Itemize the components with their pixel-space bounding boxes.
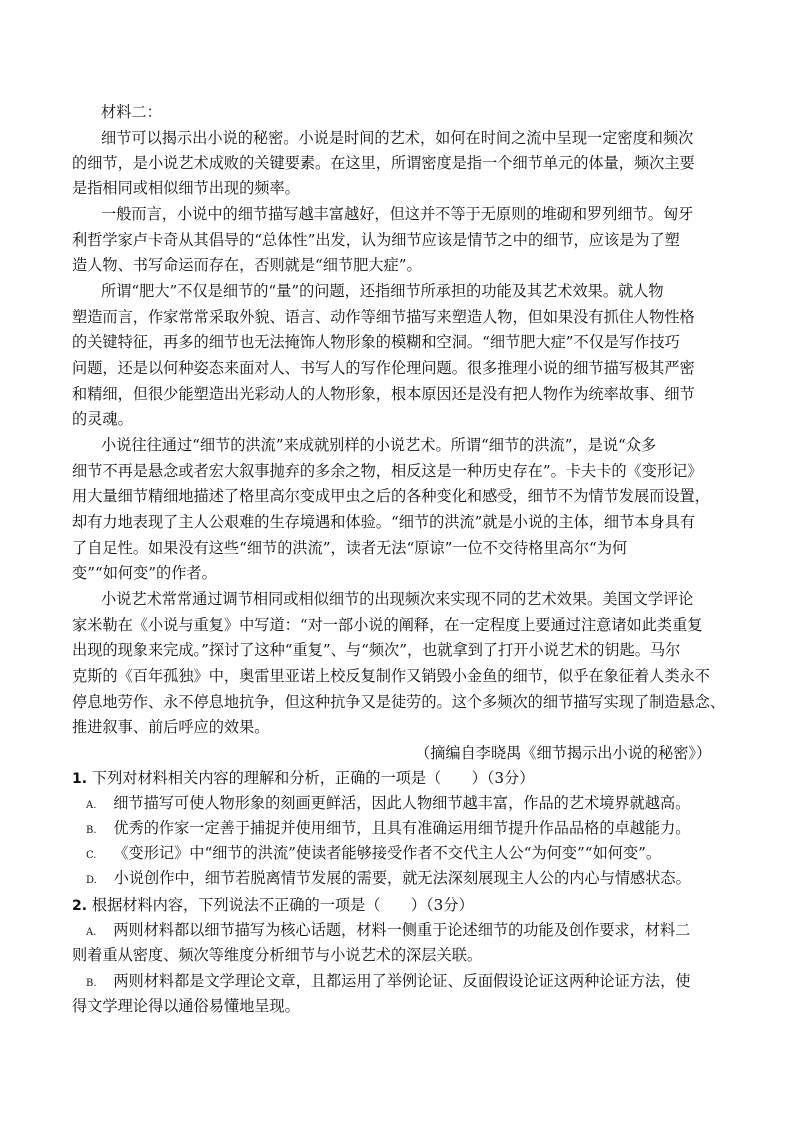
text-line: 造人物、书写命运而存在，否则就是“细节肥大症”。 xyxy=(72,256,422,274)
text-line: 的关键特征，再多的细节也无法掩饰人物形象的模糊和空洞。“细节肥大症”不仅是写作技巧 xyxy=(72,333,680,351)
text-line: 利哲学家卢卡奇从其倡导的“总体性”出发，认为细节应该是情节之中的细节，应该是为了塑 xyxy=(72,231,680,249)
question-2-option-a xyxy=(86,918,690,945)
text-line: 所谓“肥大”不仅是细节的“量”的问题，还指细节所承担的功能及其艺术效果。就人物 xyxy=(101,282,664,300)
question-number: 2. xyxy=(72,898,88,914)
option-letter: B. xyxy=(86,825,97,836)
question-2-option-b xyxy=(86,969,690,996)
section-heading: 材料二： xyxy=(101,103,162,121)
question-1-option-a xyxy=(86,791,690,818)
question-1-option-b xyxy=(86,816,690,843)
text-line: 小说艺术常常通过调节相同或相似细节的出现频次来实现不同的艺术效果。美国文学评论 xyxy=(101,590,694,608)
question-1-option-c xyxy=(86,841,661,868)
text-line: 细节可以揭示出小说的秘密。小说是时间的艺术，如何在时间之流中呈现一定密度和频次 xyxy=(101,129,694,147)
option-letter: D. xyxy=(86,875,97,886)
question-2-option-a-continued: 则着重从密度、频次等维度分析细节与小说艺术的深层关联。 xyxy=(72,946,483,964)
option-text: 两则材料都是文学理论文章，且都运用了举例论证、反面假设论证这两种论证方法，使 xyxy=(113,972,691,990)
option-letter: B. xyxy=(86,978,97,989)
text-line: 停息地劳作、永不停息地抗争，但这种抗争又是徒劳的。这个多频次的细节描写实现了制造悬念、 xyxy=(72,693,726,711)
source-citation: （摘编自李晓禺《细节揭示出小说的秘密》） xyxy=(415,744,712,762)
option-letter: A. xyxy=(86,927,97,938)
text-line: 细节不再是悬念或者宏大叙事抛弃的多余之物，相反这是一种历史存在”。卡夫卡的《变形记》 xyxy=(72,462,703,480)
option-letter: C. xyxy=(86,850,97,861)
option-text: 小说创作中，细节若脱离情节发展的需要，就无法深刻展现主人公的内心与情感状态。 xyxy=(113,869,691,887)
text-line: 问题，还是以何种姿态来面对人、书写人的写作伦理问题。很多推理小说的细节描写极其严密 xyxy=(72,359,695,377)
text-line: 和精细，但很少能塑造出光彩动人的人物形象，根本原因还是没有把人物作为统率故事、细节 xyxy=(72,385,695,403)
text-line: 的细节，是小说艺术成败的关键要素。在这里，所谓密度是指一个细节单元的体量，频次主要 xyxy=(72,154,695,172)
text-line: 一般而言，小说中的细节描写越丰富越好，但这并不等于无原则的堆砌和罗列细节。匈牙 xyxy=(101,205,694,223)
option-letter: A. xyxy=(86,800,97,811)
question-number: 1. xyxy=(72,771,88,787)
question-1-option-d xyxy=(86,866,691,893)
text-line: 塑造而言，作家常常采取外貌、语言、动作等细节描写来塑造人物，但如果没有抓住人物性格 xyxy=(72,308,695,326)
option-text: 两则材料都以细节描写为核心话题，材料一侧重于论述细节的功能及创作要求，材料二 xyxy=(113,921,691,939)
question-2-stem xyxy=(72,893,474,918)
text-line: 出现的现象来完成。”探讨了这种“重复”、与“频次”，也就拿到了打开小说艺术的钥匙。马尔 xyxy=(72,641,681,659)
option-text: 《变形记》中“细节的洪流”使读者能够接受作者不交代主人公“为何变”“如何变”。 xyxy=(113,844,662,862)
text-line: 了自足性。如果没有这些“细节的洪流”，读者无法“原谅”一位不交待格里高尔“为何 xyxy=(72,539,628,557)
text-line: 小说往往通过“细节的洪流”来成就别样的小说艺术。所谓“细节的洪流”，是说“众多 xyxy=(101,436,657,454)
option-text: 细节描写可使人物形象的刻画更鲜活，因此人物细节越丰富，作品的艺术境界就越高。 xyxy=(113,794,691,812)
text-line: 的灵魂。 xyxy=(72,410,133,428)
question-2-option-b-continued: 得文学理论得以通俗易懂地呈现。 xyxy=(72,997,300,1015)
option-text: 优秀的作家一定善于捕捉并使用细节，且具有准确运用细节提升作品品格的卓越能力。 xyxy=(113,819,691,837)
text-line: 克斯的《百年孤独》中，奥雷里亚诺上校反复制作又销毁小金鱼的细节，似乎在象征着人类永不 xyxy=(72,667,710,685)
text-line: 推进叙事、前后呼应的效果。 xyxy=(72,718,270,736)
text-line: 变”“如何变”的作者。 xyxy=(72,564,217,582)
question-1-stem xyxy=(72,766,534,791)
question-text: 根据材料内容，下列说法不正确的一项是（ ）（3分） xyxy=(91,896,474,914)
text-line: 家米勒在《小说与重复》中写道：“对一部小说的阐释，在一定程度上要通过注意诸如此类重复 xyxy=(72,616,703,634)
text-line: 用大量细节精细地描述了格里高尔变成甲虫之后的各种变化和感受，细节不为情节发展而设置， xyxy=(72,487,710,505)
text-line: 却有力地表现了主人公艰难的生存境遇和体验。“细节的洪流”就是小说的主体，细节本身具有 xyxy=(72,513,696,531)
text-line: 是指相同或相似细节出现的频率。 xyxy=(72,179,300,197)
question-text: 下列对材料相关内容的理解和分析，正确的一项是（ ）（3分） xyxy=(91,769,535,787)
